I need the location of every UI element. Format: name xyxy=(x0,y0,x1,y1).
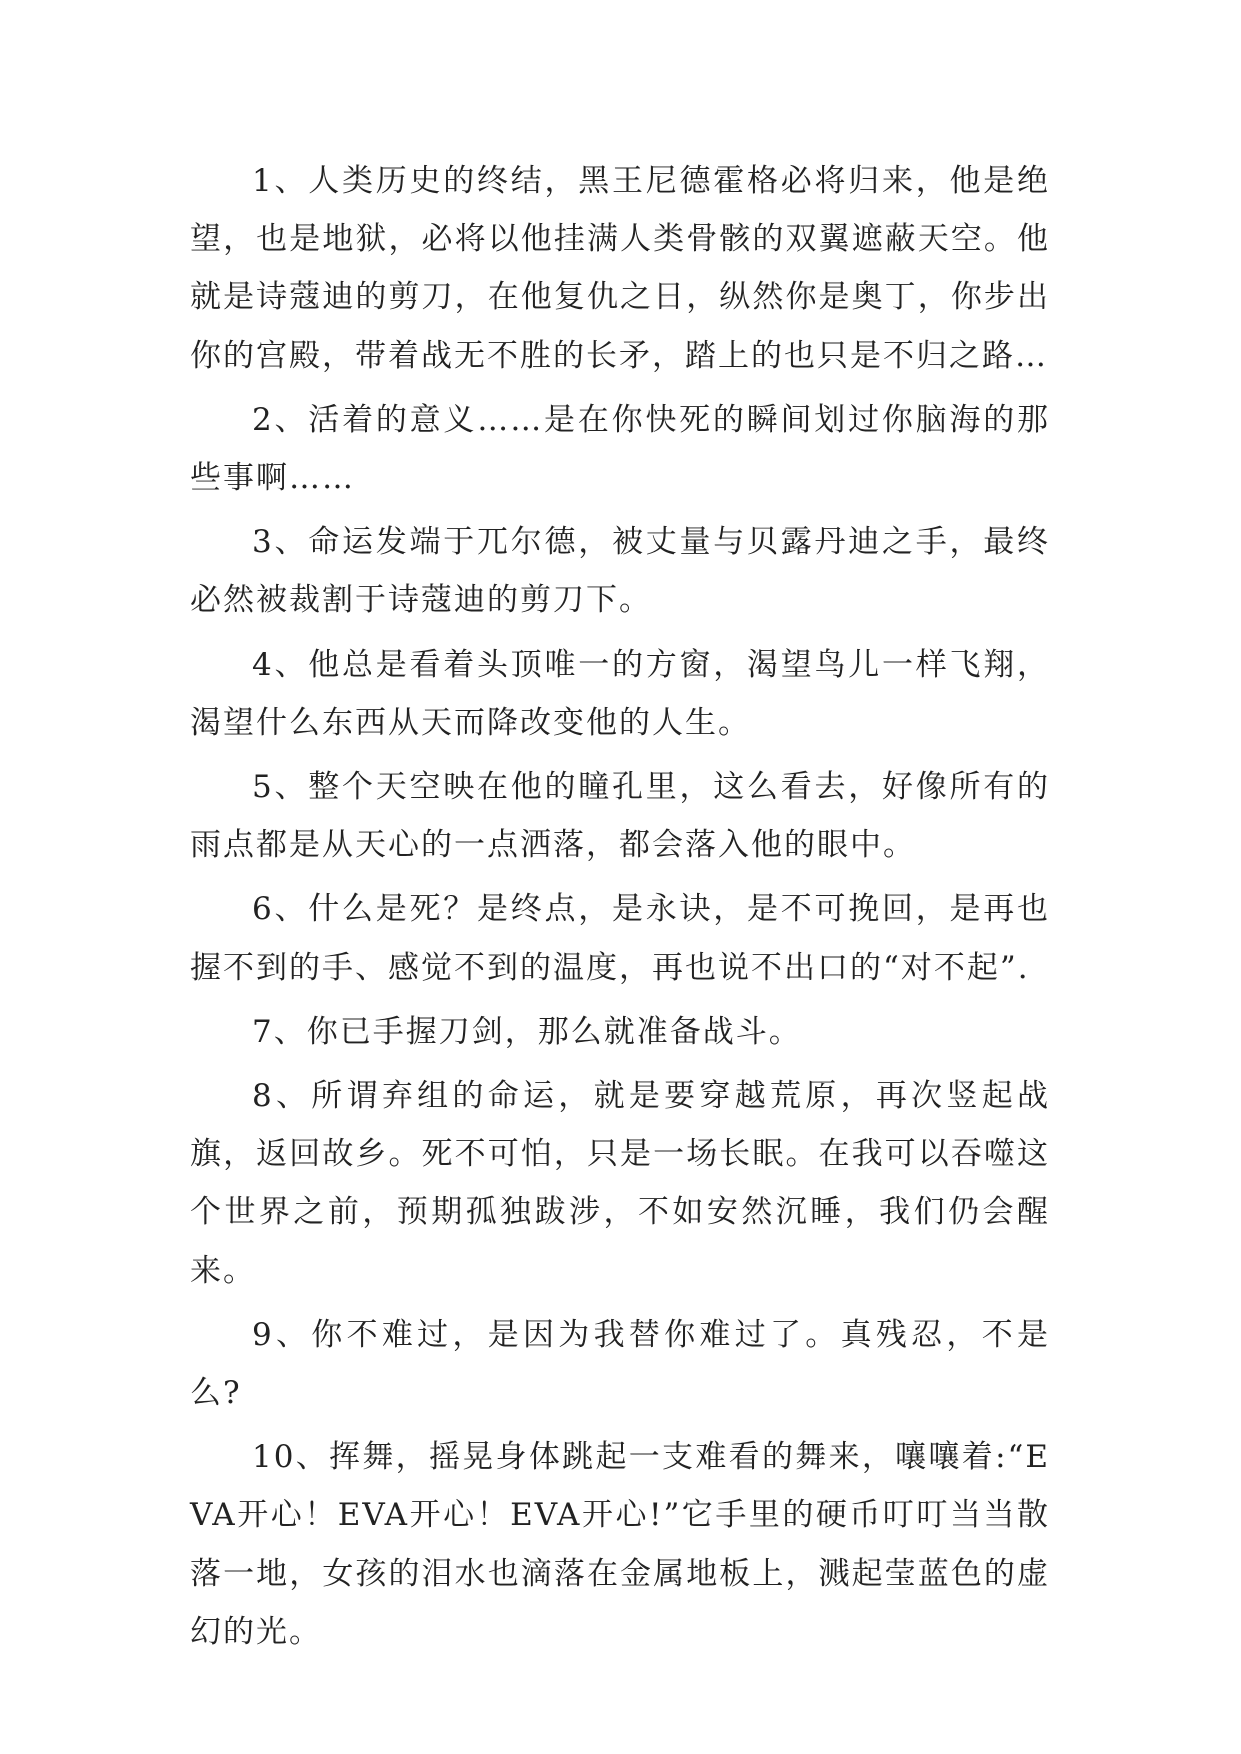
paragraph-4: 4、他总是看着头顶唯一的方窗，渴望鸟儿一样飞翔，渴望什么东西从天而降改变他的人生。 xyxy=(190,646,1050,741)
paragraph-9: 9、你不难过，是因为我替你难过了。真残忍，不是么? xyxy=(190,1316,1050,1412)
paragraph-8: 8、所谓弃组的命运，就是要穿越荒原，再次竖起战旗，返回故乡。死不可怕，只是一场长眠。在我可以吞噬这个世界之前，预期孤独跋涉，不如安然沉睡，我们仍会醒来。 xyxy=(190,1078,1050,1289)
paragraph-3: 3、命运发端于兀尔德，被丈量与贝露丹迪之手，最终必然被裁割于诗蔻迪的剪刀下。 xyxy=(190,524,1050,619)
paragraph-6: 6、什么是死？是终点，是永诀，是不可挽回，是再也握不到的手、感觉不到的温度，再也说不出口的“对不起”. xyxy=(190,891,1050,986)
document-page xyxy=(190,152,1050,1667)
paragraph-5: 5、整个天空映在他的瞳孔里，这么看去，好像所有的雨点都是从天心的一点洒落，都会落入他的眼中。 xyxy=(190,769,1050,864)
paragraph-10: 10、挥舞，摇晃身体跳起一支难看的舞来，嚷嚷着:“EVA开心！EVA开心！EVA开心!”它手里的硬币叮叮当当散落一地，女孩的泪水也滴落在金属地板上，溅起莹蓝色的虚幻的光。 xyxy=(190,1439,1050,1650)
paragraph-7: 7、你已手握刀剑，那么就准备战斗。 xyxy=(252,1013,802,1050)
paragraph-1: 1、人类历史的终结，黑王尼德霍格必将归来，他是绝望，也是地狱，必将以他挂满人类骨骸的双翼遮蔽天空。他就是诗蔻迪的剪刀，在他复仇之日，纵然你是奥丁，你步出你的宫殿，带着战无不胜的长矛，踏上的也只是不归之路… xyxy=(190,163,1050,374)
paragraph-2: 2、活着的意义……是在你快死的瞬间划过你脑海的那些事啊…… xyxy=(190,401,1050,497)
